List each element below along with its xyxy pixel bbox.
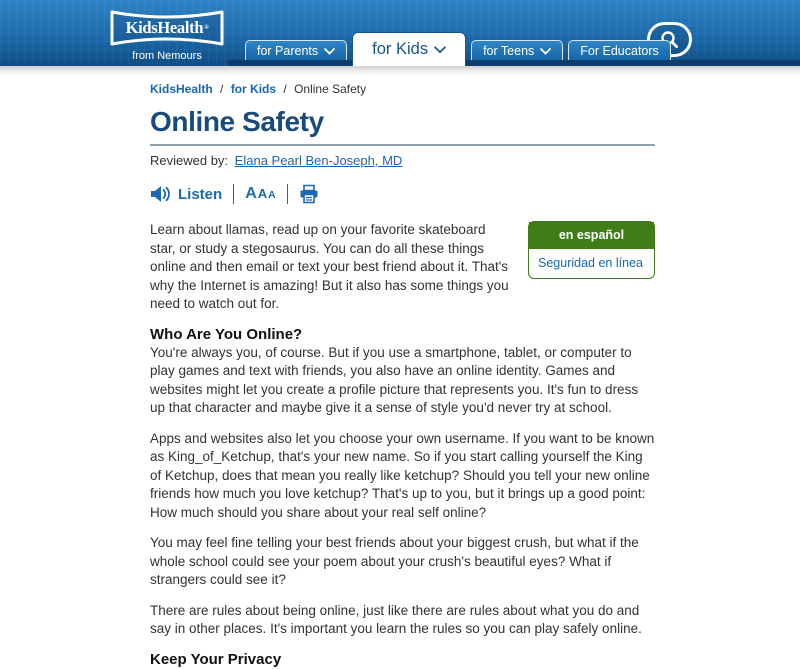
logo-title-text: KidsHealth [125, 18, 204, 37]
page-content [0, 76, 800, 669]
en-espanol-link[interactable]: Seguridad en línea [538, 255, 643, 270]
breadcrumb-link-for-kids[interactable]: for Kids [230, 82, 277, 96]
tab-for-educators[interactable] [568, 40, 671, 60]
header-shadow [0, 66, 800, 76]
tab-for-parents[interactable] [245, 40, 347, 60]
breadcrumb-separator: / [220, 82, 224, 96]
breadcrumb-current: Online Safety [294, 82, 367, 96]
text-size-letter: A [257, 186, 268, 201]
toolbar-divider [233, 184, 234, 204]
listen-button[interactable] [150, 185, 222, 203]
logo-tagline: from Nemours [132, 50, 202, 62]
site-header [0, 0, 800, 66]
chevron-down-icon [540, 48, 551, 55]
tab-label: for Parents [257, 43, 319, 58]
reviewed-by-line [150, 153, 655, 168]
tab-for-teens[interactable] [471, 40, 563, 60]
en-espanol-header: en español [529, 222, 654, 249]
article-body [150, 221, 655, 669]
tab-label: For Educators [580, 43, 659, 58]
reviewer-link[interactable]: Elana Pearl Ben-Joseph, MD [234, 153, 403, 168]
text-size-letter: A [268, 189, 276, 201]
breadcrumb-separator: / [283, 82, 287, 96]
intro-paragraph: Learn about llamas, read up on your favorite skateboard star, or study a stegosaurus. You can do all these things online and then email or text your best friend about it. That's why the Internet is amazing! But it also has some things you need to watch out for. [150, 222, 509, 311]
chevron-down-icon [434, 46, 446, 54]
print-button[interactable] [299, 184, 319, 204]
tab-label: for Teens [483, 43, 535, 58]
speaker-icon [150, 185, 172, 203]
body-paragraph: There are rules about being online, just like there are rules about what you do and say in other places. It's important you learn the rules so you can play safely online. [150, 602, 642, 636]
tab-label: for Kids [372, 40, 429, 58]
body-paragraph: Apps and websites also let you choose your own username. If you want to be known as King_of_Ketchup, that's your new name. So if you start calling yourself the King of Ketchup, does that mean you really like ketchup? Should you tell your new online friends how much you love ketchup? That's up to you, but it brings up a good point: How much should you share about your real self online? [150, 430, 655, 520]
listen-label: Listen [178, 185, 223, 203]
breadcrumb [150, 82, 655, 96]
text-size-letter: A [245, 185, 257, 202]
body-paragraph: You may feel fine telling your best friends about your biggest crush, but what if the whole school could see your poem about your crush's beautiful eyes? What if strangers could see it? [150, 535, 639, 587]
toolbar-divider [287, 184, 288, 204]
logo-title [108, 7, 226, 49]
body-paragraph: You're always you, of course. But if you use a smartphone, tablet, or computer to play games and text with friends, you also have an online identity. Games and websites might let you create a profile picture that represents you. It's fun to dress up that character and maybe give it a sense of style you'd never try at school. [150, 344, 639, 415]
text-size-button[interactable] [245, 185, 276, 203]
article-toolbar [150, 183, 655, 205]
section-heading-keep-your-privacy: Keep Your Privacy [150, 650, 282, 668]
reviewed-by-label: Reviewed by: [150, 153, 229, 168]
primary-nav [245, 32, 671, 66]
logo-ribbon [108, 7, 226, 49]
kidshealth-logo[interactable] [108, 7, 226, 62]
registered-mark: ® [204, 25, 209, 31]
en-espanol-box [528, 221, 655, 279]
tab-for-kids[interactable] [352, 32, 466, 66]
page-title: Online Safety [150, 106, 655, 146]
chevron-down-icon [324, 48, 335, 55]
print-icon [299, 184, 319, 204]
breadcrumb-link-kidshealth[interactable]: KidsHealth [150, 82, 213, 96]
section-heading-who-are-you-online: Who Are You Online? [150, 325, 303, 343]
